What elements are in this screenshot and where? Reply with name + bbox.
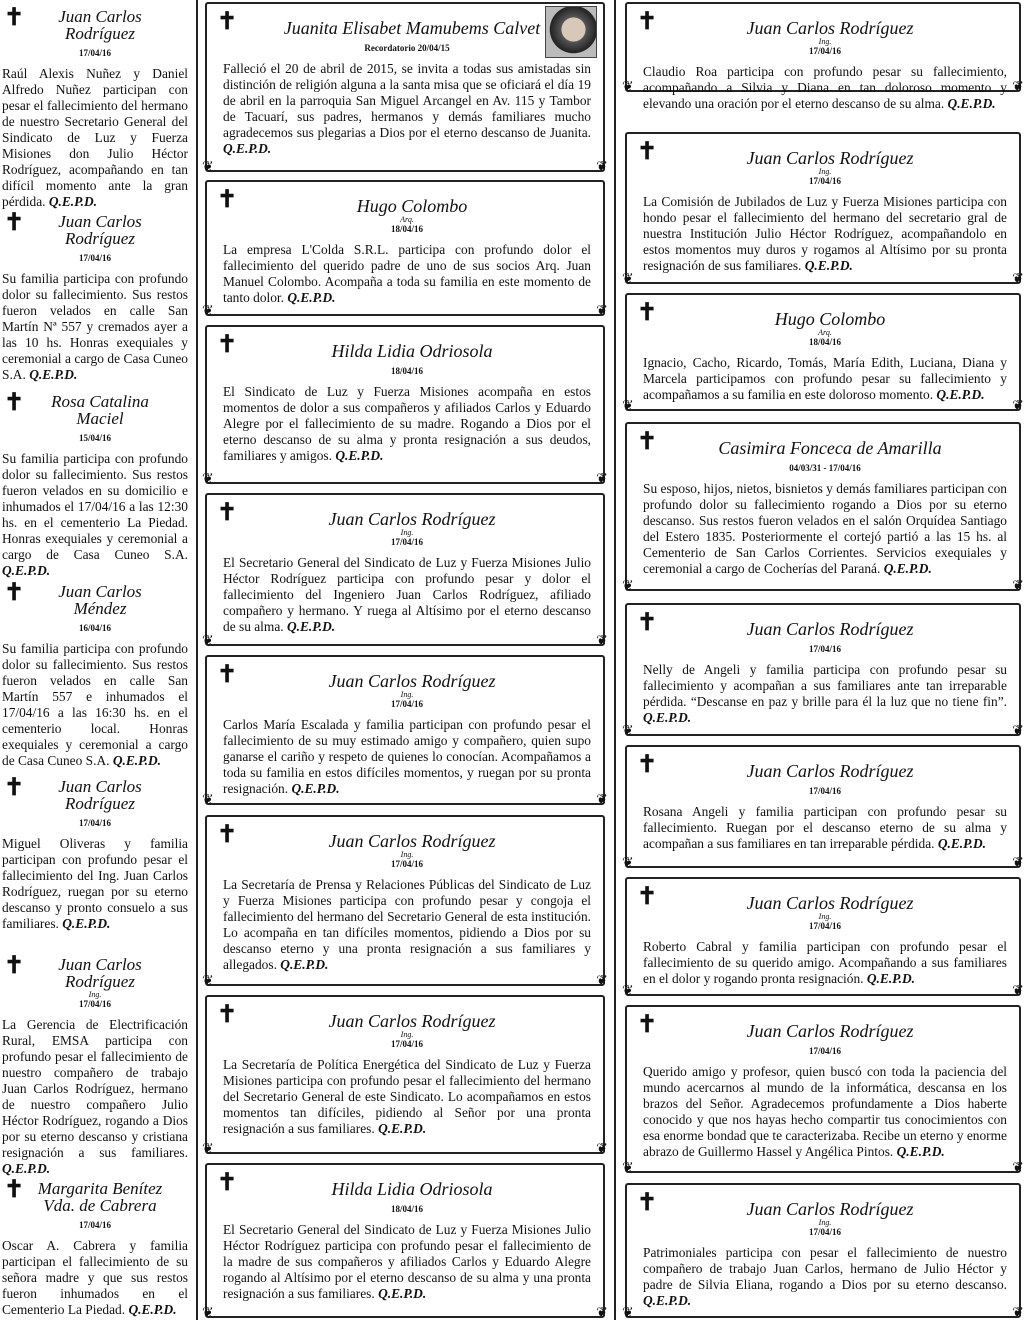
- qepd: Q.E.P.D.: [291, 781, 340, 796]
- obituary-notice: [205, 180, 605, 316]
- deceased-name: Juan Carlos Rodríguez: [58, 7, 142, 43]
- cross-icon: ❦ ✝: [217, 500, 238, 526]
- deceased-name: Hilda Lidia Odriosola: [331, 341, 493, 361]
- notice-date: 17/04/16: [808, 786, 841, 796]
- obituary-notice: [625, 132, 1021, 284]
- notice-date: 17/04/16: [808, 1227, 841, 1237]
- notice-date: 18/04/16: [808, 337, 841, 347]
- left-column: [0, 0, 190, 1320]
- notice-body: Carlos María Escalada y familia participan con profundo pesar el fallecimiento de su muy estimado amigo y compañero, quien supo ganarse el cariño y respeto de quienes lo conocían. Acompañamos a toda su familia en estos difíciles momentos, y ruegan por su pronta resignación.: [223, 717, 591, 796]
- deceased-name: Juan Carlos Rodríguez: [746, 1199, 914, 1219]
- notice-date: 17/04/16: [390, 699, 423, 709]
- notice-text: [643, 1064, 1007, 1160]
- notice-text: [643, 194, 1007, 274]
- qepd: Q.E.P.D.: [643, 710, 692, 725]
- deceased-name: Casimira Fonceca de Amarilla: [718, 438, 942, 458]
- notice-text: [2, 836, 188, 932]
- deceased-name: Hilda Lidia Odriosola: [331, 1179, 493, 1199]
- notice-text: [223, 877, 591, 973]
- deceased-name: Juan Carlos Rodríguez: [328, 831, 496, 851]
- cross-icon: ✝: [4, 1177, 25, 1203]
- deceased-name: Juan Carlos Rodríguez: [746, 761, 914, 781]
- qepd: Q.E.P.D.: [896, 1144, 945, 1159]
- deceased-name: Juan Carlos Rodríguez: [746, 148, 914, 168]
- notice-date: 17/04/16: [78, 48, 111, 58]
- notice-text: [2, 1238, 188, 1318]
- cross-icon: ❦ ✝: [637, 429, 658, 455]
- obituary-notice: [625, 1005, 1021, 1173]
- notice-text: [2, 451, 188, 579]
- notice-body: La Secretaría de Prensa y Relaciones Públicas del Sindicato de Luz y Fuerza Misiones participa con profundo pesar y congoja el fallecimiento del hermano del Secretario General de esta institución. Lo acompaña en tan difíciles momentos, pidiendo a Dios por su descanso eterno y una pronta resignación a sus familiares y allegados.: [223, 877, 591, 972]
- notice-text: [223, 1222, 591, 1302]
- notice-body: Su familia participa con profundo dolor su fallecimiento. Sus restos fueron velados en calle San Martín Nª 557 y cremados ayer a las 10 hs. Honras exequiales y ceremonial a cargo de Casa Cuneo S.A.: [2, 271, 188, 382]
- obituary-notice: [205, 325, 605, 484]
- notice-date: 17/04/16: [808, 46, 841, 56]
- notice-body: Querido amigo y profesor, quien buscó con toda la paciencia del mundo acercarnos al mundo de la informática, descansa en los brazos del Señor. Agradecemos profundamente a Dios haberte conocido y que nos hayas hecho compartir tus conocimientos con esa enorme bondad que te caracterizaba. Recibe un eterno y enorme abrazo de Guillermo Hassel y Angélica Pintos.: [643, 1064, 1007, 1159]
- obituary-notice: [205, 995, 605, 1154]
- honorific: Ing.: [88, 990, 102, 999]
- notice-date: 17/04/16: [78, 1220, 111, 1230]
- cross-icon: ❦ ✝: [217, 332, 238, 358]
- deceased-name: Juan Carlos Rodríguez: [328, 671, 496, 691]
- notice-body: Nelly de Angeli y familia participa con profundo pesar su fallecimiento y acompañan a sus familiares ante tan irreparable pérdida. “Descanse en paz y brille para él la luz que no tiene fin”.: [643, 662, 1007, 709]
- cross-icon: ✝: [4, 390, 25, 416]
- qepd: Q.E.P.D.: [287, 290, 336, 305]
- column-rule: [196, 0, 198, 1320]
- notice-date: 18/04/16: [390, 224, 423, 234]
- obituary-notice: [0, 0, 190, 209]
- notice-text: [2, 66, 188, 210]
- notice-text: [223, 61, 591, 157]
- notice-text: [223, 717, 591, 797]
- honorific: Ing.: [818, 1218, 832, 1227]
- obituary-notice: [205, 493, 605, 646]
- obituary-notice: [625, 877, 1021, 996]
- qepd: Q.E.P.D.: [112, 753, 161, 768]
- obituary-notice: [0, 1172, 190, 1320]
- notice-date: Recordatorio 20/04/15: [364, 43, 450, 53]
- notice-date: 17/04/16: [808, 1046, 841, 1056]
- cross-icon: ❦ ✝: [637, 9, 658, 35]
- honorific: Ing.: [400, 1030, 414, 1039]
- notice-date: 17/04/16: [78, 999, 111, 1009]
- cross-icon: ❦ ✝: [217, 662, 238, 688]
- obituary-notice: [205, 1163, 605, 1318]
- column-rule: [614, 0, 616, 1320]
- notice-body: Falleció el 20 de abril de 2015, se invita a todas sus amistadas sin distinción de religión alguna a la santa misa que se oficiará el día 19 de abril en la parroquia San Miguel Arcangel en Av. 115 y Tambor de Tacuarí, sus padres, hermanos y demás familiares mucho agradecemos sus plegarias a Dios por el eterno descanso de Juanita.: [223, 61, 591, 140]
- deceased-name: Margarita Benítez Vda. de Cabrera: [37, 1179, 163, 1215]
- notice-body: Ignacio, Cacho, Ricardo, Tomás, María Edith, Luciana, Diana y Marcela participamos con profundo pesar su fallecimiento y acompañamos a su familia en este doloroso momento.: [643, 355, 1007, 402]
- notice-body: Su familia participa con profundo dolor su fallecimiento. Sus restos fueron velados en calle San Martín 557 e inhumados el 17/04/16 a las 16:30 hs. en el cementerio local. Honras exequiales y ceremonial a cargo de Casa Cuneo S.A.: [2, 641, 188, 768]
- notice-date: 17/04/16: [78, 818, 111, 828]
- notice-text: [223, 1057, 591, 1137]
- notice-date: 16/04/16: [78, 623, 111, 633]
- qepd: Q.E.P.D.: [286, 619, 336, 634]
- cross-icon: ✝: [4, 775, 25, 801]
- qepd: Q.E.P.D.: [2, 563, 51, 578]
- notice-text: [643, 662, 1007, 726]
- notice-text: [643, 481, 1007, 577]
- notice-text: [223, 384, 591, 464]
- notice-body: Miguel Oliveras y familia participan con profundo pesar el fallecimiento del Ing. Juan Carlos Rodríguez, ruegan por su eterno descanso y pronto consuelo a sus familiares.: [2, 836, 188, 931]
- notice-text: [223, 242, 591, 306]
- cross-icon: ✝: [4, 580, 25, 606]
- qepd: Q.E.P.D.: [937, 836, 986, 851]
- qepd: Q.E.P.D.: [48, 194, 97, 209]
- deceased-name: Juan Carlos Rodríguez: [58, 777, 142, 813]
- notice-date: 04/03/31 - 17/04/16: [789, 463, 861, 473]
- cross-icon: ✝: [4, 210, 25, 236]
- cross-icon: ❦ ✝: [637, 1012, 658, 1038]
- notice-date: 17/04/16: [390, 859, 423, 869]
- deceased-name: Juan Carlos Rodríguez: [746, 619, 914, 639]
- deceased-name: Rosa Catalina Maciel: [51, 392, 149, 428]
- notice-body: Su familia participa con profundo dolor su fallecimiento. Sus restos fueron velados en su domicilio e inhumados el 17/04/16 a las 12:30 hs. en el cementerio La Piedad. Honras exequiales y ceremonial a cargo de Casa Cuneo S.A.: [2, 451, 188, 562]
- notice-body: Raúl Alexis Nuñez y Daniel Alfredo Nuñez participan con pesar el fallecimiento del hermano de nuestro Secretario General del Sindicato de Luz y Fuerza Misiones don Julio Héctor Rodríguez, acompañando en tan difícil momento ante la gran pérdida.: [2, 66, 188, 209]
- qepd: Q.E.P.D.: [335, 448, 384, 463]
- honorific: Arq.: [818, 328, 832, 337]
- cross-icon: ❦ ✝: [637, 139, 658, 165]
- deceased-name: Hugo Colombo: [356, 196, 468, 216]
- obituary-notice: [0, 948, 190, 1176]
- qepd: Q.E.P.D.: [29, 367, 78, 382]
- cross-icon: ❦ ✝: [217, 1170, 238, 1196]
- qepd: Q.E.P.D.: [804, 258, 853, 273]
- honorific: Arq.: [400, 215, 414, 224]
- cross-icon: ❦ ✝: [637, 884, 658, 910]
- honorific: Ing.: [400, 850, 414, 859]
- cross-icon: ❦ ✝: [217, 822, 238, 848]
- obituary-notice: [625, 745, 1021, 868]
- obituary-notice: [205, 655, 605, 805]
- cross-icon: ✝: [4, 953, 25, 979]
- notice-text: [643, 64, 1007, 112]
- notice-date: 18/04/16: [390, 366, 423, 376]
- qepd: Q.E.P.D.: [223, 141, 272, 156]
- obituary-notice: [205, 815, 605, 986]
- honorific: Ing.: [818, 167, 832, 176]
- obituary-notice: [0, 385, 190, 578]
- middle-column: [205, 0, 605, 1320]
- honorific: Ing.: [400, 528, 414, 537]
- cross-icon: ❦ ✝: [637, 1190, 658, 1216]
- deceased-name: Juan Carlos Rodríguez: [58, 212, 142, 248]
- notice-body: Rosana Angeli y familia participan con profundo pesar su fallecimiento. Ruegan por el descanso eterno de su alma y acompañan a sus familiares en tan irreparable pérdida.: [643, 804, 1007, 851]
- obituary-notice: [625, 603, 1021, 736]
- obituary-notice: [0, 205, 190, 382]
- obituary-notice: [625, 422, 1021, 591]
- obituary-notice: [0, 575, 190, 768]
- notice-date: 17/04/16: [390, 537, 423, 547]
- deceased-name: Juan Carlos Rodríguez: [746, 893, 914, 913]
- qepd: Q.E.P.D.: [866, 971, 915, 986]
- honorific: Ing.: [400, 690, 414, 699]
- obituary-notice: [205, 2, 605, 172]
- cross-icon: ❦ ✝: [217, 187, 238, 213]
- notice-date: 18/04/16: [390, 1204, 423, 1214]
- cross-icon: ❦ ✝: [217, 9, 238, 35]
- qepd: Q.E.P.D.: [643, 1293, 692, 1308]
- obituary-notice: [0, 770, 190, 935]
- obituary-notice: [625, 1183, 1021, 1318]
- notice-body: Oscar A. Cabrera y familia participan el fallecimiento de su señora madre y que sus restos fueron inhumados en el Cementerio La Piedad.: [2, 1238, 188, 1317]
- deceased-name: Juan Carlos Rodríguez: [58, 955, 142, 991]
- deceased-name: Juan Carlos Méndez: [58, 582, 142, 618]
- cross-icon: ✝: [4, 5, 25, 31]
- deceased-name: Juanita Elisabet Mamubems Calvet: [283, 18, 541, 38]
- qepd: Q.E.P.D.: [936, 387, 985, 402]
- notice-date: 17/04/16: [808, 644, 841, 654]
- notice-text: [643, 355, 1007, 403]
- qepd: Q.E.P.D.: [378, 1286, 427, 1301]
- qepd: Q.E.P.D.: [128, 1302, 177, 1317]
- notice-text: [2, 271, 188, 383]
- notice-body: La Comisión de Jubilados de Luz y Fuerza Misiones participa con hondo pesar el fallecimiento del hermano del secretario gral de nuestra Institución Julio Héctor Rodríguez, acompañandolo en estos momentos muy duros y rogamos al Altísimo por su pronta resignación de sus familiares.: [643, 194, 1007, 273]
- deceased-name: Hugo Colombo: [774, 309, 886, 329]
- portrait-photo: [545, 6, 597, 58]
- qepd: Q.E.P.D.: [883, 561, 932, 576]
- notice-date: 17/04/16: [808, 176, 841, 186]
- deceased-name: Juan Carlos Rodríguez: [328, 1011, 496, 1031]
- notice-body: El Secretario General del Sindicato de Luz y Fuerza Misiones Julio Héctor Rodríguez participa con profundo pesar y dolor el fallecimiento del Ingeniero Juan Carlos Rodríguez, afiliado compañero y hermano. Y ruega al Altísimo por el eterno descanso de su alma.: [223, 555, 591, 634]
- notice-date: 17/04/16: [78, 253, 111, 263]
- deceased-name: Juan Carlos Rodríguez: [746, 18, 914, 38]
- qepd: Q.E.P.D.: [2, 1161, 51, 1176]
- notice-body: Claudio Roa participa con profundo pesar su fallecimiento, acompañando a Silvia y Diana en tan doloroso momento y elevando una oración por el eterno descanso de su alma.: [643, 64, 1007, 111]
- notice-date: 15/04/16: [78, 433, 111, 443]
- notice-date: 17/04/16: [808, 921, 841, 931]
- honorific: Ing.: [818, 912, 832, 921]
- honorific: Ing.: [818, 37, 832, 46]
- qepd: Q.E.P.D.: [947, 96, 996, 111]
- notice-body: El Sindicato de Luz y Fuerza Misiones acompaña en estos momentos de dolor a sus compañeros y afiliados Carlos y Eduardo Alegre por el fallecimiento de su madre. Rogando a Dios por el eterno descanso de su alma y pronta resignación a sus deudos, familiares y amigos.: [223, 384, 591, 463]
- notice-body: La empresa L'Colda S.R.L. participa con profundo dolor el fallecimiento del querido padre de uno de sus socios Arq. Juan Manuel Colombo. Acompaña a toda su familia en este momento de tanto dolor.: [223, 242, 591, 305]
- notice-text: [643, 804, 1007, 852]
- notice-body: La Secretaría de Política Energética del Sindicato de Luz y Fuerza Misiones participa con profundo pesar el fallecimiento del hermano del Secretario General de este Sindicato. Lo acompañamos en estos momentos tan difíciles, pidiendo al Señor por una pronta resignación a sus familiares.: [223, 1057, 591, 1136]
- qepd: Q.E.P.D.: [280, 957, 329, 972]
- notice-body: Patrimoniales participa con pesar el fallecimiento de nuestro compañero de trabajo Juan Carlos, hermano de Julio Héctor y padre de Silvia Eliana, rogando a Dios por su eterno descanso.: [643, 1245, 1007, 1292]
- obituary-notice: [625, 2, 1021, 111]
- notice-body: Su esposo, hijos, nietos, bisnietos y demás familiares participan con profundo dolor su fallecimiento rogando a Dios por su eterno descanso. Sus restos fueron velados en el salón Orquídea Santiago del Estero 1835. Posteriormente el cortejó partió a las 15 hs. al Cementerio de San Carlos Corrientes. Servicios exequiales y ceremonial a cargo de Cocherías del Paraná.: [643, 481, 1007, 576]
- notice-body: La Gerencia de Electrificación Rural, EMSA participa con profundo pesar el fallecimiento de nuestro compañero de trabajo Juan Carlos Rodríguez, hermano de nuestro compañero Julio Héctor Rodríguez, rogando a Dios por su eterno descanso y cristiana resignación a sus familiares.: [2, 1017, 188, 1160]
- qepd: Q.E.P.D.: [62, 916, 111, 931]
- deceased-name: Juan Carlos Rodríguez: [746, 1021, 914, 1041]
- notice-text: [643, 939, 1007, 987]
- cross-icon: ❦ ✝: [637, 300, 658, 326]
- deceased-name: Juan Carlos Rodríguez: [328, 509, 496, 529]
- right-column: [625, 0, 1021, 1320]
- qepd: Q.E.P.D.: [378, 1121, 427, 1136]
- notice-date: 17/04/16: [390, 1039, 423, 1049]
- notice-text: [223, 555, 591, 635]
- obituary-notice: [625, 293, 1021, 411]
- notice-body: Roberto Cabral y familia participan con profundo pesar el fallecimiento de su querido amigo. Acompañando a sus familiares en el dolor y rogando pronta resignación.: [643, 939, 1007, 986]
- cross-icon: ❦ ✝: [637, 610, 658, 636]
- cross-icon: ❦ ✝: [637, 752, 658, 778]
- notice-text: [2, 1017, 188, 1177]
- notice-text: [643, 1245, 1007, 1309]
- notice-text: [2, 641, 188, 769]
- notice-body: El Secretario General del Sindicato de Luz y Fuerza Misiones Julio Héctor Rodríguez participa con profundo pesar el fallecimiento de la madre de sus compañeros y afiliados Carlos y Eduardo Alegre rogando al Altísimo por el eterno descanso de su alma y una pronta resignación a sus familiares.: [223, 1222, 591, 1301]
- cross-icon: ❦ ✝: [217, 1002, 238, 1028]
